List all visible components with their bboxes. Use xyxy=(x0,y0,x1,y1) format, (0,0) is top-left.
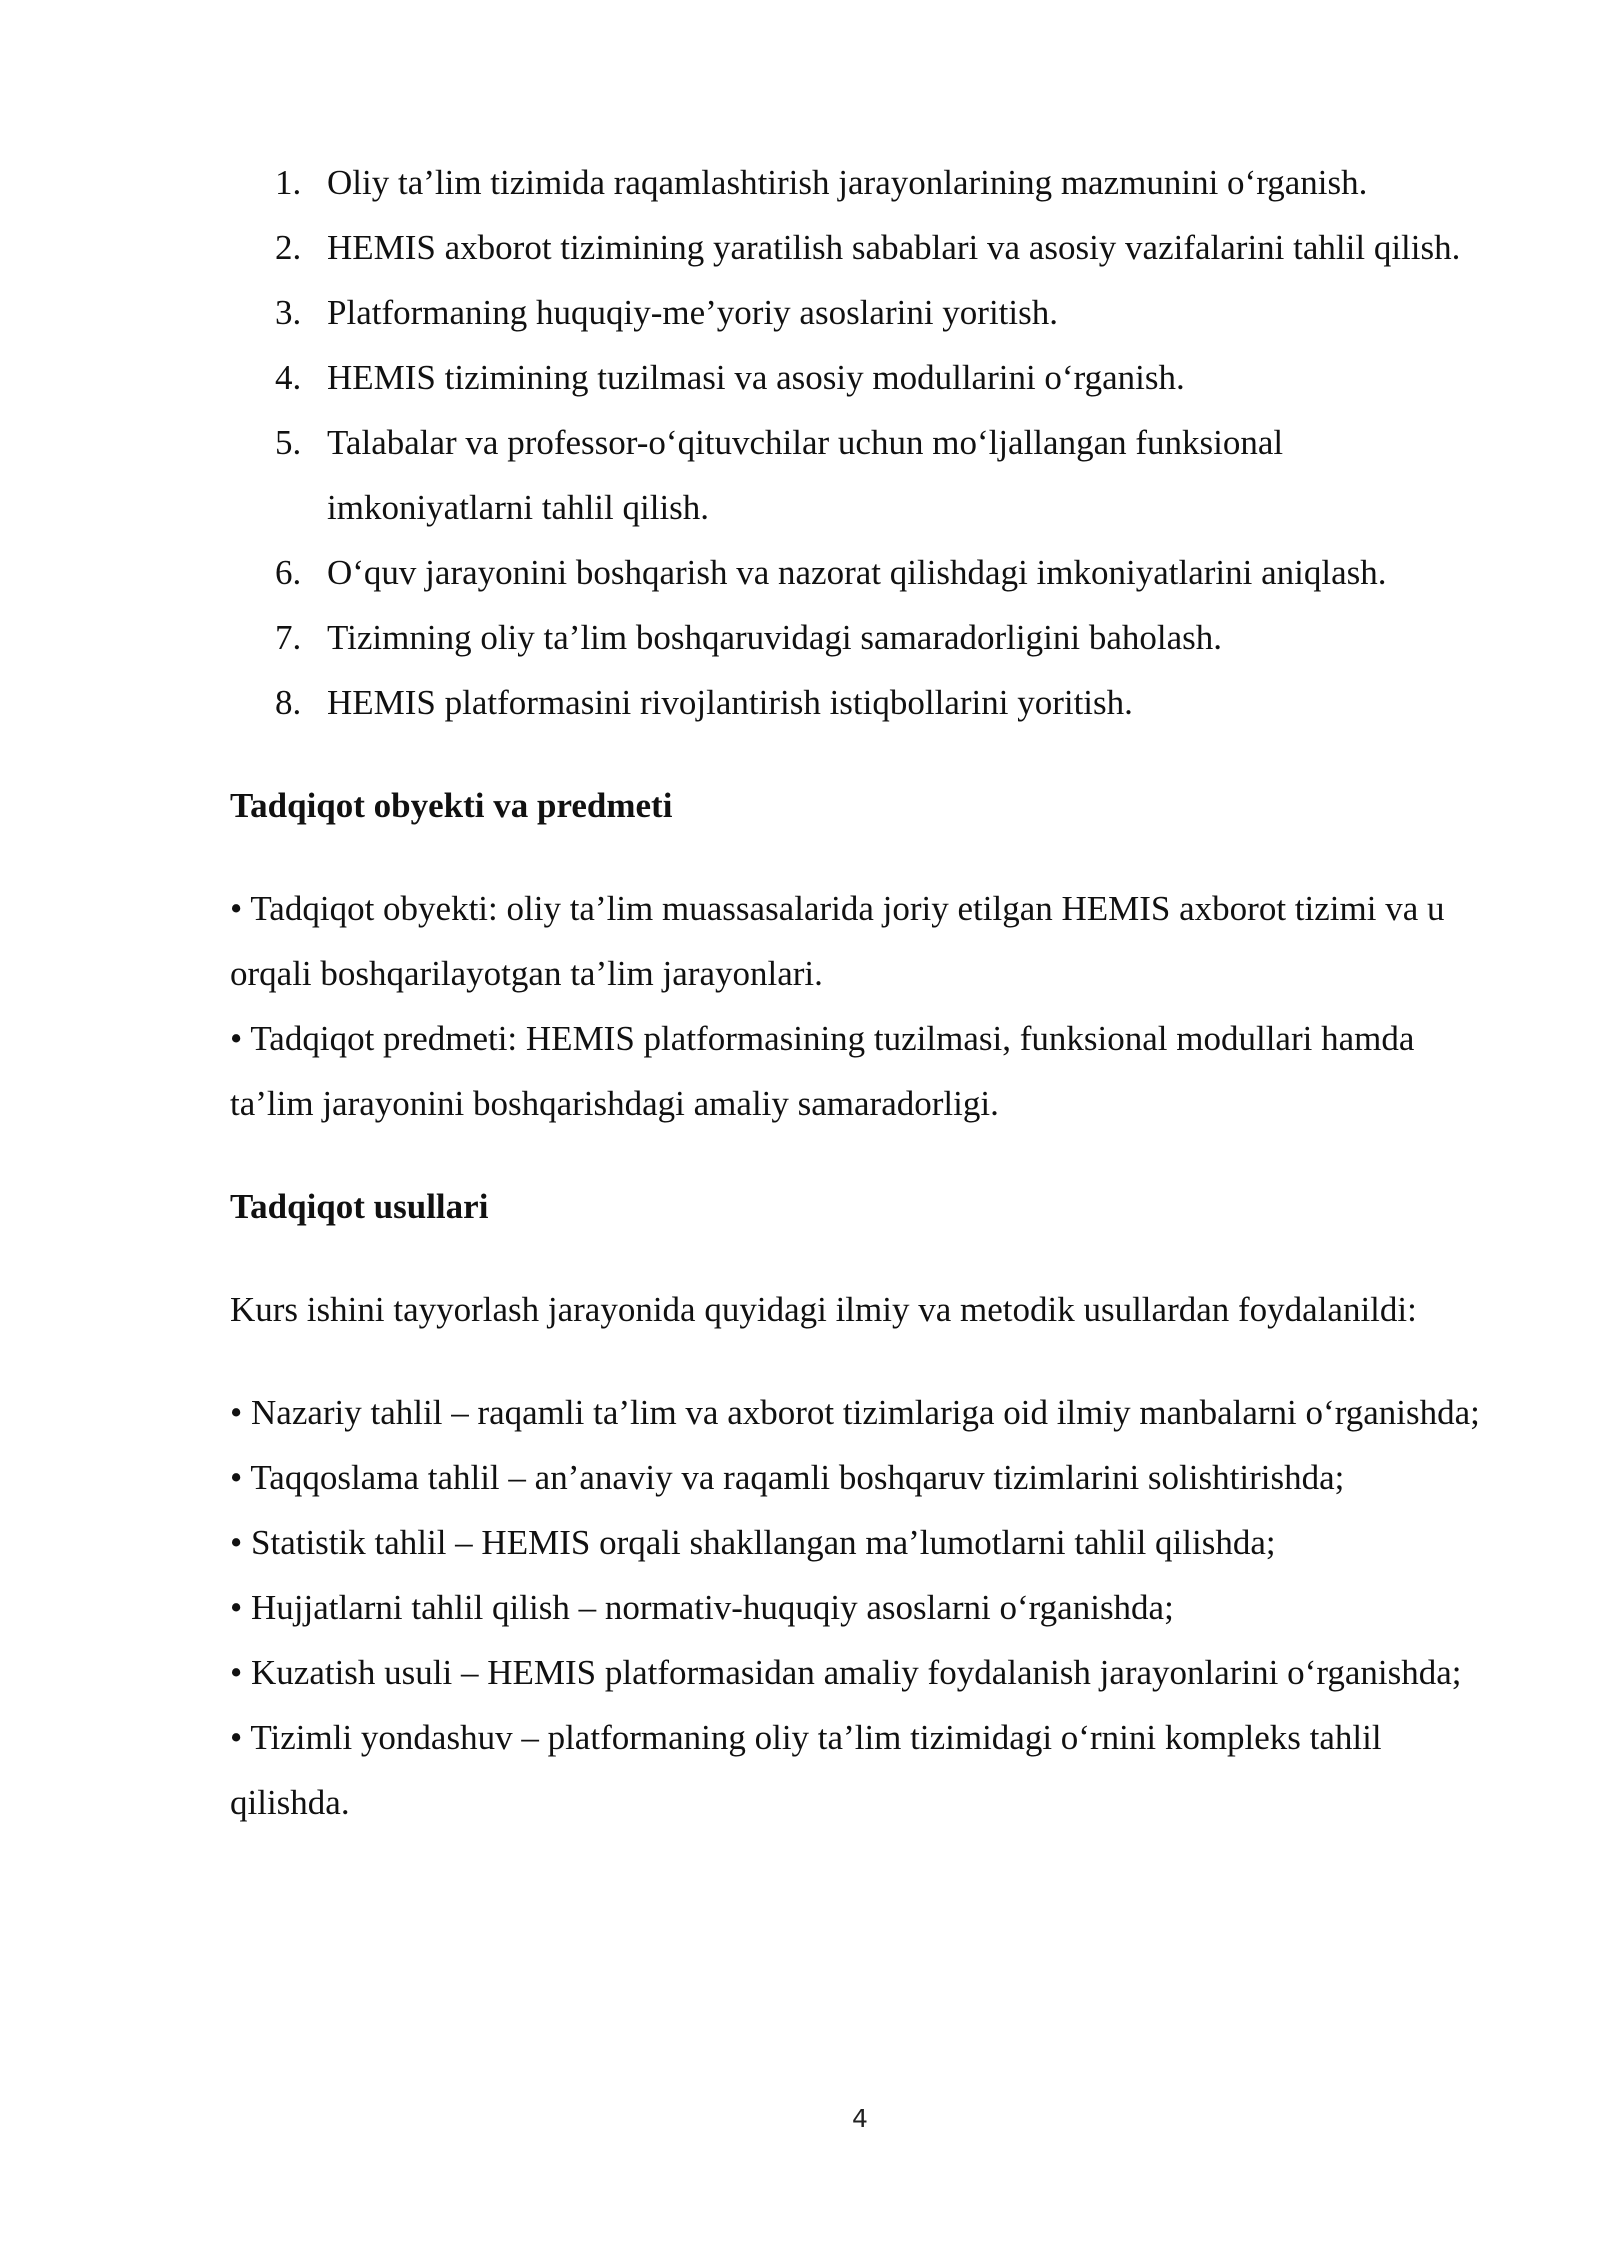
list-item-text: HEMIS tizimining tuzilmasi va asosiy modullarini o‘rganish. xyxy=(327,358,1185,397)
section-heading-methods: Tadqiqot usullari xyxy=(230,1187,489,1226)
methods-intro-paragraph: Kurs ishini tayyorlash jarayonida quyidagi ilmiy va metodik usullardan foydalanildi: xyxy=(230,1290,1417,1329)
list-item-number: 1. xyxy=(275,163,302,202)
list-item-text: Talabalar va professor-o‘qituvchilar uchun mo‘ljallangan funksional imkoniyatlarni tahlil qilish. xyxy=(327,423,1284,527)
list-item-text: O‘quv jarayonini boshqarish va nazorat qilishdagi imkoniyatlarini aniqlash. xyxy=(327,553,1387,592)
bullet-paragraph: • Tizimli yondashuv – platformaning oliy ta’lim tizimidagi o‘rnini kompleks tahlil qilishda. xyxy=(230,1718,1382,1822)
section-heading-object: Tadqiqot obyekti va predmeti xyxy=(230,786,673,825)
list-item-number: 8. xyxy=(275,683,302,722)
list-item-text: Oliy ta’lim tizimida raqamlashtirish jarayonlarining mazmunini o‘rganish. xyxy=(327,163,1368,202)
bullet-paragraph: • Kuzatish usuli – HEMIS platformasidan amaliy foydalanish jarayonlarini o‘rganishda; xyxy=(230,1653,1462,1692)
list-item-number: 7. xyxy=(275,618,302,657)
list-item-number: 5. xyxy=(275,423,302,462)
list-item-number: 3. xyxy=(275,293,302,332)
list-item xyxy=(230,605,1480,670)
list-item xyxy=(230,280,1480,345)
list-item-text: HEMIS platformasini rivojlantirish istiqbollarini yoritish. xyxy=(327,683,1133,722)
list-item xyxy=(230,540,1480,605)
page-number: 4 xyxy=(852,2104,868,2133)
list-item-number: 4. xyxy=(275,358,302,397)
list-item xyxy=(230,215,1480,280)
research-tasks-list xyxy=(230,150,1480,735)
bullet-paragraph: • Taqqoslama tahlil – an’anaviy va raqamli boshqaruv tizimlarini solishtirishda; xyxy=(230,1458,1345,1497)
object-subject-block xyxy=(230,876,1480,1136)
list-item-number: 6. xyxy=(275,553,302,592)
list-item xyxy=(230,670,1480,735)
list-item xyxy=(230,410,1480,540)
bullet-paragraph: • Tadqiqot obyekti: oliy ta’lim muassasalarida joriy etilgan HEMIS axborot tizimi va u orqali boshqarilayotgan ta’lim jarayonlari. xyxy=(230,889,1445,993)
methods-list xyxy=(230,1380,1480,1835)
bullet-paragraph: • Nazariy tahlil – raqamli ta’lim va axborot tizimlariga oid ilmiy manbalarni o‘rganishda; xyxy=(230,1393,1480,1432)
list-item-text: HEMIS axborot tizimining yaratilish sabablari va asosiy vazifalarini tahlil qilish. xyxy=(327,228,1461,267)
list-item xyxy=(230,150,1480,215)
bullet-paragraph: • Statistik tahlil – HEMIS orqali shakllangan ma’lumotlarni tahlil qilishda; xyxy=(230,1523,1276,1562)
document-page xyxy=(230,150,1480,1835)
list-item-text: Platformaning huquqiy-me’yoriy asoslarini yoritish. xyxy=(327,293,1059,332)
list-item xyxy=(230,345,1480,410)
bullet-paragraph: • Tadqiqot predmeti: HEMIS platformasining tuzilmasi, funksional modullari hamda ta’lim jarayonini boshqarishdagi amaliy samaradorligi. xyxy=(230,1019,1415,1123)
list-item-text: Tizimning oliy ta’lim boshqaruvidagi samaradorligini baholash. xyxy=(327,618,1222,657)
list-item-number: 2. xyxy=(275,228,302,267)
bullet-paragraph: • Hujjatlarni tahlil qilish – normativ-huquqiy asoslarni o‘rganishda; xyxy=(230,1588,1174,1627)
